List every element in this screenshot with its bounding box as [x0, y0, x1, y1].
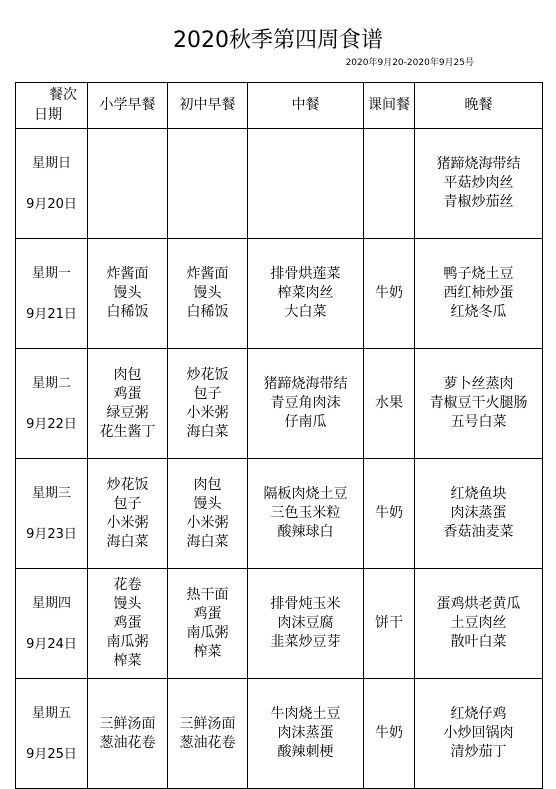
- column-header-snack: 课间餐: [364, 83, 415, 129]
- dish-item: 炒花饭: [106, 476, 149, 493]
- middle-breakfast-cell: [168, 349, 248, 459]
- dish-item: 小炒回锅肉: [443, 725, 514, 741]
- day-date: 9月23日: [26, 526, 77, 542]
- dish-item: 青椒炒茄丝: [443, 194, 514, 210]
- snack-cell: [364, 129, 415, 239]
- table-row: [16, 349, 543, 459]
- dish-item: 葱油花卷: [99, 734, 156, 751]
- dish-item: 鸡蛋: [193, 605, 222, 622]
- snack-cell: 牛奶: [364, 459, 415, 569]
- table-row: [16, 239, 543, 349]
- dish-item: 排骨烘莲菜: [270, 266, 341, 282]
- corner-header: [16, 83, 88, 129]
- dish-item: 白稀饭: [186, 304, 229, 320]
- middle-breakfast-cell: [168, 239, 248, 349]
- lunch-cell: [248, 349, 364, 459]
- lunch-cell: [248, 569, 364, 679]
- dish-item: 红烧冬瓜: [450, 304, 507, 320]
- dish-item: 肉包: [193, 476, 222, 493]
- dish-item: 蛋鸡烘老黄瓜: [436, 596, 521, 612]
- dinner-cell: [415, 239, 543, 349]
- dish-item: 大白菜: [284, 304, 327, 320]
- dish-item: 海白菜: [186, 533, 229, 550]
- dish-item: 包子: [113, 495, 142, 512]
- primary-breakfast-cell: [88, 239, 168, 349]
- dish-item: 散叶白菜: [450, 634, 507, 650]
- dish-item: 馒头: [113, 596, 142, 612]
- dish-item: 肉沫蒸蛋: [450, 505, 507, 521]
- dish-item: 牛肉烧土豆: [270, 706, 341, 722]
- dinner-cell: [415, 459, 543, 569]
- day-cell: [16, 459, 88, 569]
- column-header-primary-breakfast: 小学早餐: [88, 83, 168, 129]
- dish-item: 绿豆粥: [106, 404, 149, 421]
- dish-item: 鸭子烧土豆: [443, 266, 514, 282]
- day-cell: [16, 569, 88, 679]
- menu-body: [16, 129, 543, 789]
- lunch-cell: [248, 129, 364, 239]
- dish-item: 花卷: [113, 577, 142, 593]
- lunch-cell: [248, 679, 364, 789]
- day-name: 星期四: [31, 595, 71, 611]
- dish-item: 海白菜: [186, 423, 229, 440]
- dish-item: 隔板肉烧土豆: [263, 486, 348, 502]
- dish-item: 肉包: [113, 366, 142, 383]
- dish-item: 小米粥: [106, 514, 149, 531]
- snack-cell: 牛奶: [364, 679, 415, 789]
- date-label: 日期: [34, 107, 62, 123]
- middle-breakfast-cell: [168, 569, 248, 679]
- day-name: 星期五: [31, 705, 71, 721]
- dish-item: 仔南瓜: [284, 414, 327, 430]
- dish-item: 炸酱面: [106, 266, 149, 282]
- dish-item: 三色玉米粒: [270, 505, 341, 521]
- dish-item: 鸡蛋: [113, 615, 142, 631]
- primary-breakfast-cell: [88, 129, 168, 239]
- day-name: 星期日: [31, 155, 71, 171]
- dish-item: 青豆角肉沫: [270, 395, 341, 411]
- dish-item: 萝卜丝蒸肉: [443, 376, 514, 392]
- dinner-cell: [415, 569, 543, 679]
- dish-item: 榨菜: [193, 643, 222, 660]
- snack-cell: 牛奶: [364, 239, 415, 349]
- dish-item: 南瓜粥: [186, 624, 229, 641]
- column-header-lunch: 中餐: [248, 83, 364, 129]
- middle-breakfast-cell: [168, 459, 248, 569]
- day-name: 星期三: [31, 485, 71, 501]
- primary-breakfast-cell: [88, 679, 168, 789]
- day-date: 9月22日: [26, 416, 77, 432]
- day-cell: [16, 129, 88, 239]
- column-header-middle-breakfast: 初中早餐: [168, 83, 248, 129]
- header-row: [16, 83, 543, 129]
- dish-item: 榨菜肉丝: [277, 285, 334, 301]
- day-date: 9月20日: [26, 196, 77, 212]
- dish-item: 平菇炒肉丝: [443, 175, 514, 191]
- dish-item: 馒头: [193, 285, 222, 301]
- dish-item: 红烧仔鸡: [450, 706, 507, 722]
- table-row: [16, 129, 543, 239]
- primary-breakfast-cell: [88, 349, 168, 459]
- dish-item: 花生酱丁: [99, 423, 156, 440]
- dish-item: 馒头: [193, 495, 222, 512]
- dish-item: 葱油花卷: [179, 734, 236, 751]
- day-cell: [16, 349, 88, 459]
- middle-breakfast-cell: [168, 129, 248, 239]
- day-cell: [16, 679, 88, 789]
- dish-item: 土豆肉丝: [450, 615, 507, 631]
- dish-item: 肉沫蒸蛋: [277, 725, 334, 741]
- meal-label: 餐次: [49, 87, 77, 103]
- dish-item: 馒头: [113, 285, 142, 301]
- dish-item: 炒花饭: [186, 366, 229, 383]
- dish-item: 海白菜: [106, 533, 149, 550]
- menu-title: 2020秋季第四周食谱: [173, 28, 383, 53]
- dish-item: 鸡蛋: [113, 385, 142, 402]
- day-date: 9月25日: [26, 746, 77, 762]
- day-date: 9月24日: [26, 636, 77, 652]
- date-range: 2020年9月20-2020年9月25号: [345, 58, 474, 68]
- dish-item: 清炒茄丁: [450, 744, 507, 760]
- table-row: [16, 679, 543, 789]
- dish-item: 青椒豆干火腿肠: [429, 395, 528, 411]
- snack-cell: 水果: [364, 349, 415, 459]
- primary-breakfast-cell: [88, 459, 168, 569]
- dish-item: 肉沫豆腐: [277, 615, 334, 631]
- dish-item: 韭菜炒豆芽: [270, 634, 341, 650]
- dish-item: 小米粥: [186, 404, 229, 421]
- dish-item: 小米粥: [186, 514, 229, 531]
- dish-item: 炸酱面: [186, 266, 229, 282]
- dish-item: 红烧鱼块: [450, 486, 507, 502]
- dish-item: 三鲜汤面: [99, 715, 156, 732]
- dinner-cell: [415, 679, 543, 789]
- dish-item: 酸辣球白: [277, 524, 334, 540]
- dish-item: 热干面: [186, 586, 229, 603]
- dish-item: 排骨炖玉米: [270, 596, 341, 612]
- column-header-dinner: 晚餐: [415, 83, 543, 129]
- table-row: [16, 459, 543, 569]
- dinner-cell: [415, 129, 543, 239]
- dish-item: 西红柿炒蛋: [443, 285, 514, 301]
- primary-breakfast-cell: [88, 569, 168, 679]
- menu-table: [15, 82, 543, 789]
- dish-item: 猪蹄烧海带结: [263, 376, 348, 392]
- dish-item: 白稀饭: [106, 304, 149, 320]
- table-row: [16, 569, 543, 679]
- day-name: 星期二: [31, 375, 71, 391]
- lunch-cell: [248, 239, 364, 349]
- dish-item: 猪蹄烧海带结: [436, 156, 521, 172]
- day-name: 星期一: [31, 265, 71, 281]
- middle-breakfast-cell: [168, 679, 248, 789]
- dish-item: 酸辣刺梗: [277, 744, 334, 760]
- dish-item: 榨菜: [113, 653, 142, 669]
- day-cell: [16, 239, 88, 349]
- dish-item: 香菇油麦菜: [443, 524, 514, 540]
- dish-item: 三鲜汤面: [179, 715, 236, 732]
- dinner-cell: [415, 349, 543, 459]
- day-date: 9月21日: [26, 306, 77, 322]
- dish-item: 包子: [193, 385, 222, 402]
- dish-item: 南瓜粥: [106, 634, 149, 650]
- lunch-cell: [248, 459, 364, 569]
- snack-cell: 饼干: [364, 569, 415, 679]
- dish-item: 五号白菜: [450, 414, 507, 430]
